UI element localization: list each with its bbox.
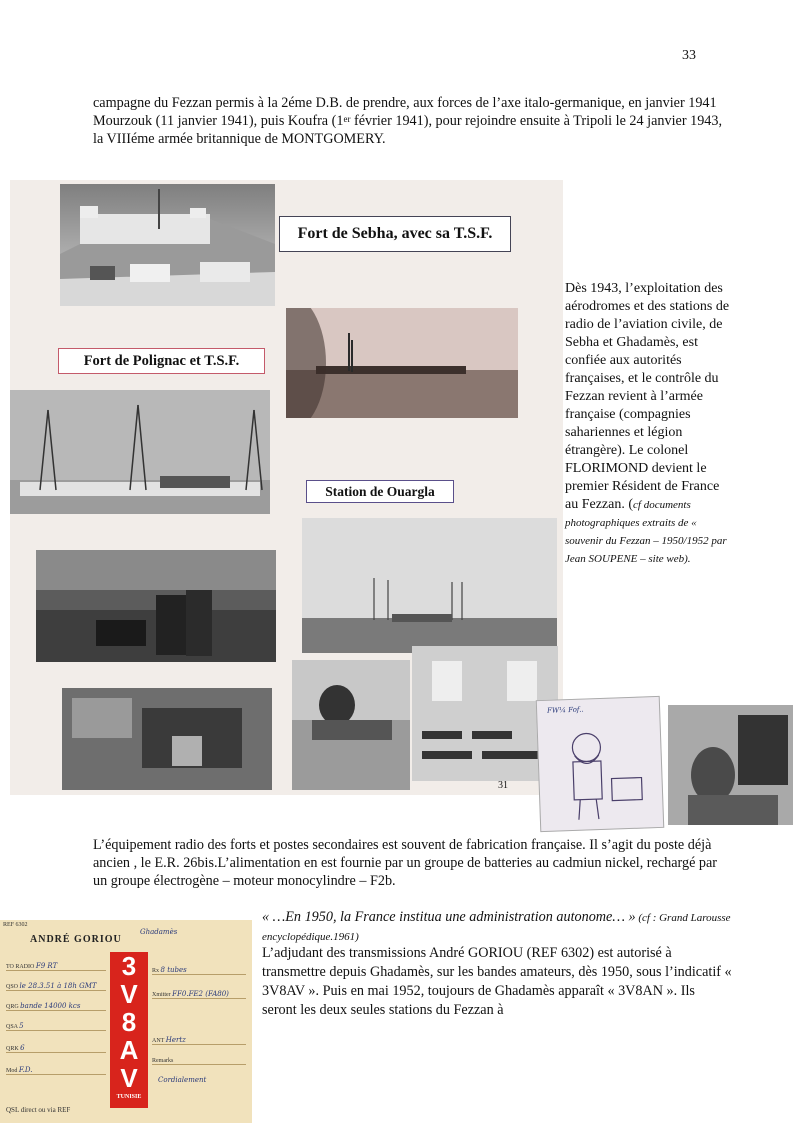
- photo-station-sepia: [286, 308, 518, 418]
- equip-quote: « …En 1950, la France institua une administration autonome… »: [262, 909, 636, 925]
- qsl-row-ant: ANT Hertz: [152, 1036, 246, 1045]
- qsl-card: [0, 920, 252, 1123]
- equipment-text: [93, 836, 733, 890]
- side-main: Dès 1943, l’exploitation des aérodromes et des stations de radio de l’aviation civile, de Sebha et Ghadamès, est confiée aux autorités françaises, et le contrôle du Fezzan revient à l’armée française (compagnies sahariennes et légion étrangère). Le colonel FLORIMOND devient le premier Résident de France au Fezzan. (: [565, 281, 730, 512]
- qsl-remarks-value: Cordialement: [158, 1076, 207, 1084]
- call-char-5: V: [120, 1063, 138, 1093]
- call-char-3: 8: [121, 1007, 137, 1037]
- label-ouargla: Station de Ouargla: [306, 480, 454, 503]
- qsl-name: ANDRÉ GORIOU: [30, 934, 122, 945]
- photo-fort-sebha: [60, 184, 275, 306]
- qsl-ref: REF 6302: [3, 922, 28, 928]
- side-text: [565, 280, 735, 568]
- sketch-portrait: [536, 696, 665, 832]
- goriou-paragraph: L’adjudant des transmissions André GORIOU (REF 6302) est autorisé à transmettre depuis Ghadamès, sur les bandes amateurs, dès 1950, sous l’indicatif « 3V8AV ». Puis en mai 1952, toujours de Ghadamès apparaît « 3V8AN ». Ils seront les deux seules stations du Fezzan à: [262, 945, 732, 1018]
- side-cf: cf documents photographiques extraits de « souvenir du Fezzan – 1950/1952 par Jean SOUPENE – site web).: [565, 499, 727, 565]
- sketch-caption: FW¼ Fof..: [546, 705, 584, 715]
- photo-operator-right: [668, 705, 793, 825]
- equip-text: L’équipement radio des forts et postes secondaires est souvent de fabrication française. Il s’agit du poste déjà ancien , le E.R. 26bis.L’alimentation en est fournie par un groupe de batteries au cadmiun nickel, rechargé par un groupe électrogène – moteur monocylindre – F2b.: [93, 837, 718, 889]
- page-number: 33: [682, 48, 696, 63]
- photo-fort-polignac: [10, 390, 270, 514]
- photo-radio-room: [62, 688, 272, 790]
- label-polignac: Fort de Polignac et T.S.F.: [58, 348, 265, 374]
- label-sebha: Fort de Sebha, avec sa T.S.F.: [279, 216, 511, 252]
- collage-page-ref: 31: [498, 780, 508, 791]
- qsl-row-rx: Rx 8 tubes: [152, 966, 246, 975]
- qsl-call-block: [110, 952, 148, 1108]
- qsl-line: QSL direct ou via REF: [6, 1106, 71, 1114]
- photo-man-desk: [292, 660, 410, 790]
- qsl-place: Ghadamès: [140, 928, 178, 936]
- qsl-row-remarks: Remarks: [152, 1058, 246, 1065]
- call-char-2: V: [120, 979, 138, 1009]
- qsl-row-mod: Mod F.D.: [6, 1066, 106, 1075]
- photo-collage: [10, 180, 563, 795]
- intro-part1: campagne du Fezzan permis à la 2éme D.B. de prendre, aux forces de l’axe italo-germanique, en janvier 1941 Mourzouk (11 janvier 1941), puis Koufra (1: [93, 95, 717, 129]
- qsl-row-qrk: QRK 6: [6, 1044, 106, 1053]
- photo-station-ouargla: [302, 518, 557, 653]
- qsl-row-qrg: QRG bande 14000 kcs: [6, 1002, 106, 1011]
- qsl-row-qso: QSO le 28.3.51 à 18h GMT: [6, 982, 106, 991]
- qsl-row-qsa: QSA 5: [6, 1022, 106, 1031]
- intro-paragraph: [93, 94, 733, 148]
- call-char-1: 3: [121, 951, 137, 981]
- equip-ref: (cf : Grand Larousse encyclopédique.1961): [262, 912, 731, 943]
- qsl-row-xmitter: Xmitter FF0.FE2 (FA80): [152, 990, 246, 999]
- equipment-quote: [262, 908, 732, 946]
- photo-radio-operators: [36, 550, 276, 662]
- qsl-country: TUNISIE: [116, 1094, 142, 1100]
- intro-part2: février 1941), pour rejoindre ensuite à Tripoli le 24 janvier 1943, la VIIIéme armée britannique de MONTGOMERY.: [93, 113, 723, 147]
- intro-sup: er: [343, 114, 351, 124]
- qsl-row-to-radio: TO RADIO F9 RT: [6, 962, 106, 971]
- call-char-4: A: [119, 1035, 139, 1065]
